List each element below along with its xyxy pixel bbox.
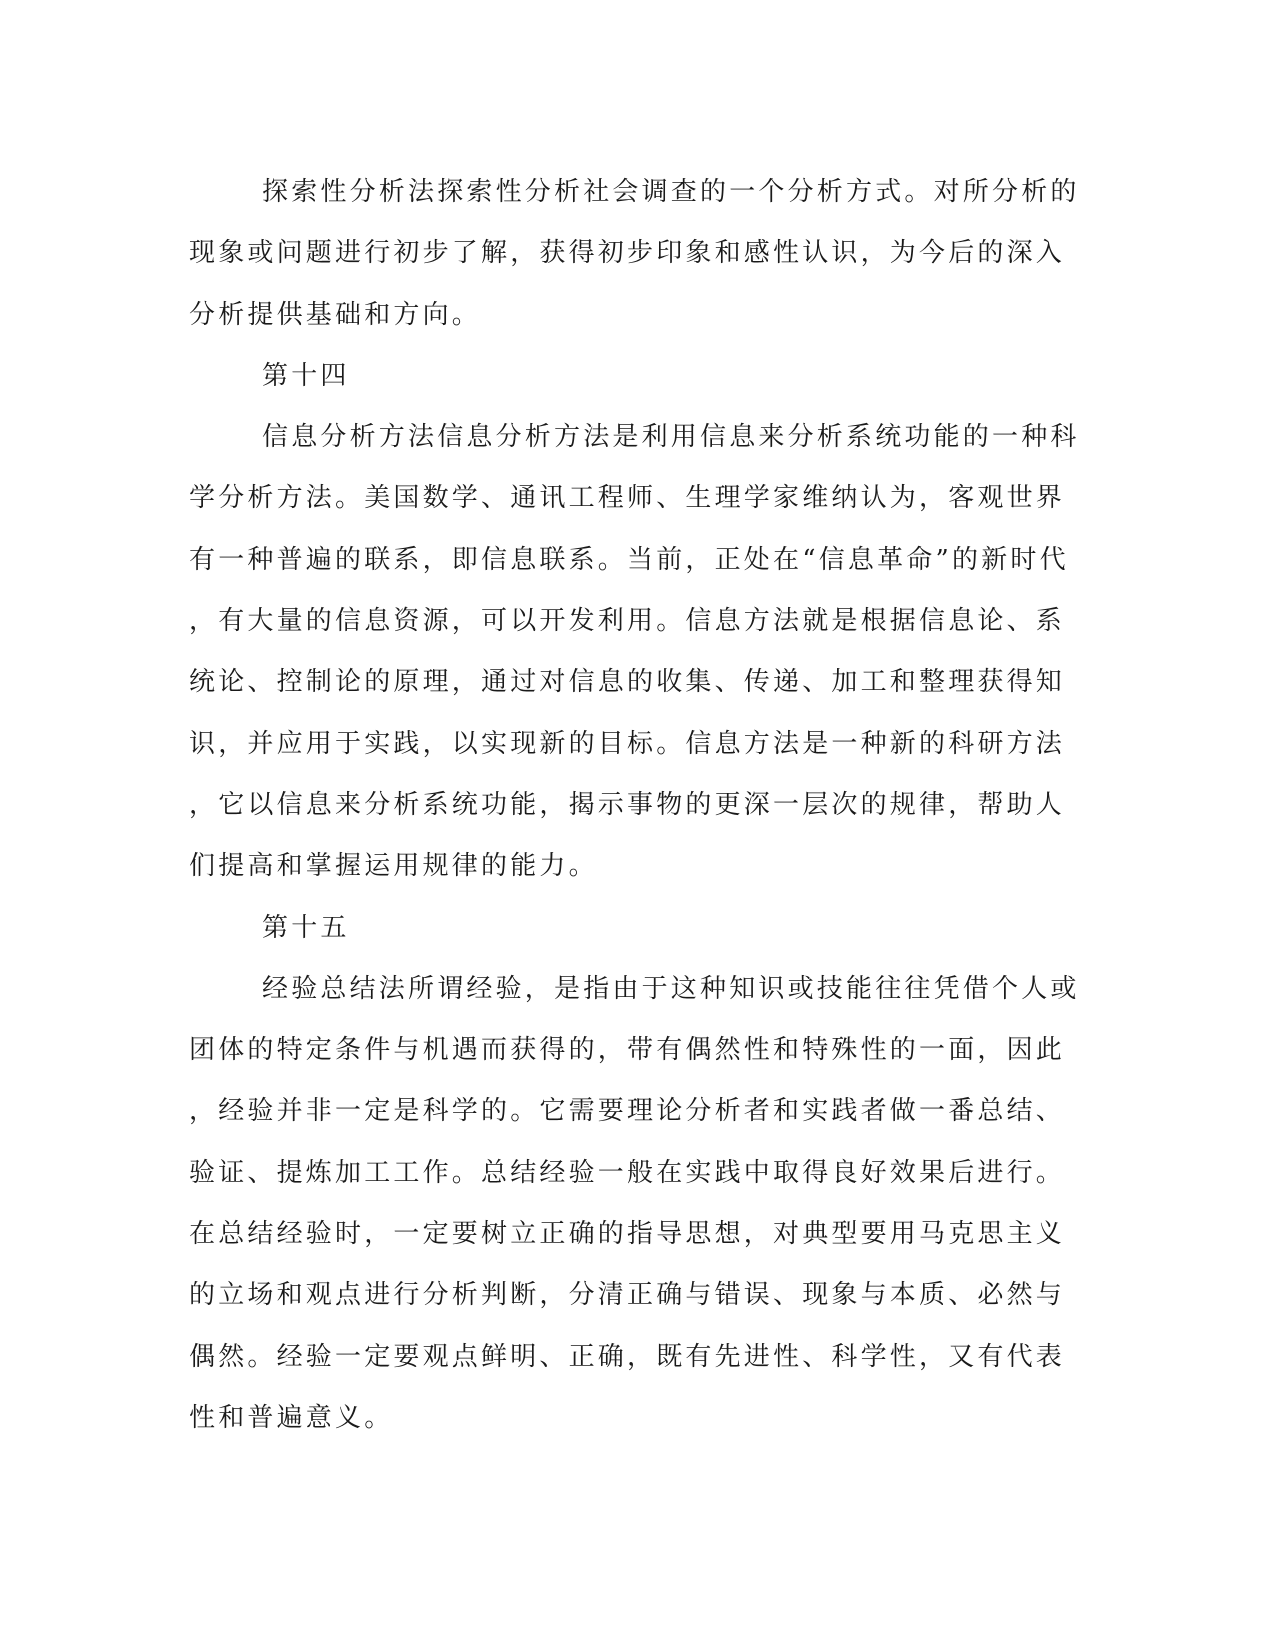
section-heading: 第十五 xyxy=(262,912,350,943)
text-line: 识，并应用于实践，以实现新的目标。信息方法是一种新的科研方法 xyxy=(189,728,1066,759)
text-line: 有一种普遍的联系，即信息联系。当前，正处在“信息革命”的新时代 xyxy=(189,544,1069,575)
text-line: 的立场和观点进行分析判断，分清正确与错误、现象与本质、必然与 xyxy=(189,1280,1066,1311)
text-line: 统论、控制论的原理，通过对信息的收集、传递、加工和整理获得知 xyxy=(189,667,1066,698)
text-line: 团体的特定条件与机遇而获得的，带有偶然性和特殊性的一面，因此 xyxy=(189,1035,1066,1066)
text-line: ，有大量的信息资源，可以开发利用。信息方法就是根据信息论、系 xyxy=(189,606,1066,637)
text-line: 探索性分析法探索性分析社会调查的一个分析方式。对所分析的 xyxy=(262,177,1080,207)
text-line: ，经验并非一定是科学的。它需要理论分析者和实践者做一番总结、 xyxy=(189,1096,1066,1127)
text-line: 性和普遍意义。 xyxy=(189,1402,394,1433)
text-line: 分析提供基础和方向。 xyxy=(189,299,482,330)
text-line: 在总结经验时，一定要树立正确的指导思想，对典型要用马克思主义 xyxy=(189,1219,1066,1250)
text-line: 们提高和掌握运用规律的能力。 xyxy=(189,851,598,882)
paragraph-experience-summary xyxy=(189,959,1079,1449)
section-heading-15 xyxy=(189,898,1079,959)
text-line: ，它以信息来分析系统功能，揭示事物的更深一层次的规律，帮助人 xyxy=(189,789,1066,820)
text-line: 现象或问题进行初步了解，获得初步印象和感性认识，为今后的深入 xyxy=(189,238,1066,269)
paragraph-information-analysis xyxy=(189,407,1079,897)
section-heading: 第十四 xyxy=(262,360,350,391)
text-line: 经验总结法所谓经验，是指由于这种知识或技能往往凭借个人或 xyxy=(262,973,1080,1004)
text-line: 信息分析方法信息分析方法是利用信息来分析系统功能的一种科 xyxy=(262,422,1080,453)
section-heading-14 xyxy=(189,346,1079,407)
document-body xyxy=(189,162,1079,1449)
text-line: 学分析方法。美国数学、通讯工程师、生理学家维纳认为，客观世界 xyxy=(189,483,1066,514)
text-line: 偶然。经验一定要观点鲜明、正确，既有先进性、科学性，又有代表 xyxy=(189,1341,1066,1372)
text-line: 验证、提炼加工工作。总结经验一般在实践中取得良好效果后进行。 xyxy=(189,1157,1066,1188)
paragraph-exploratory-analysis xyxy=(189,162,1079,346)
